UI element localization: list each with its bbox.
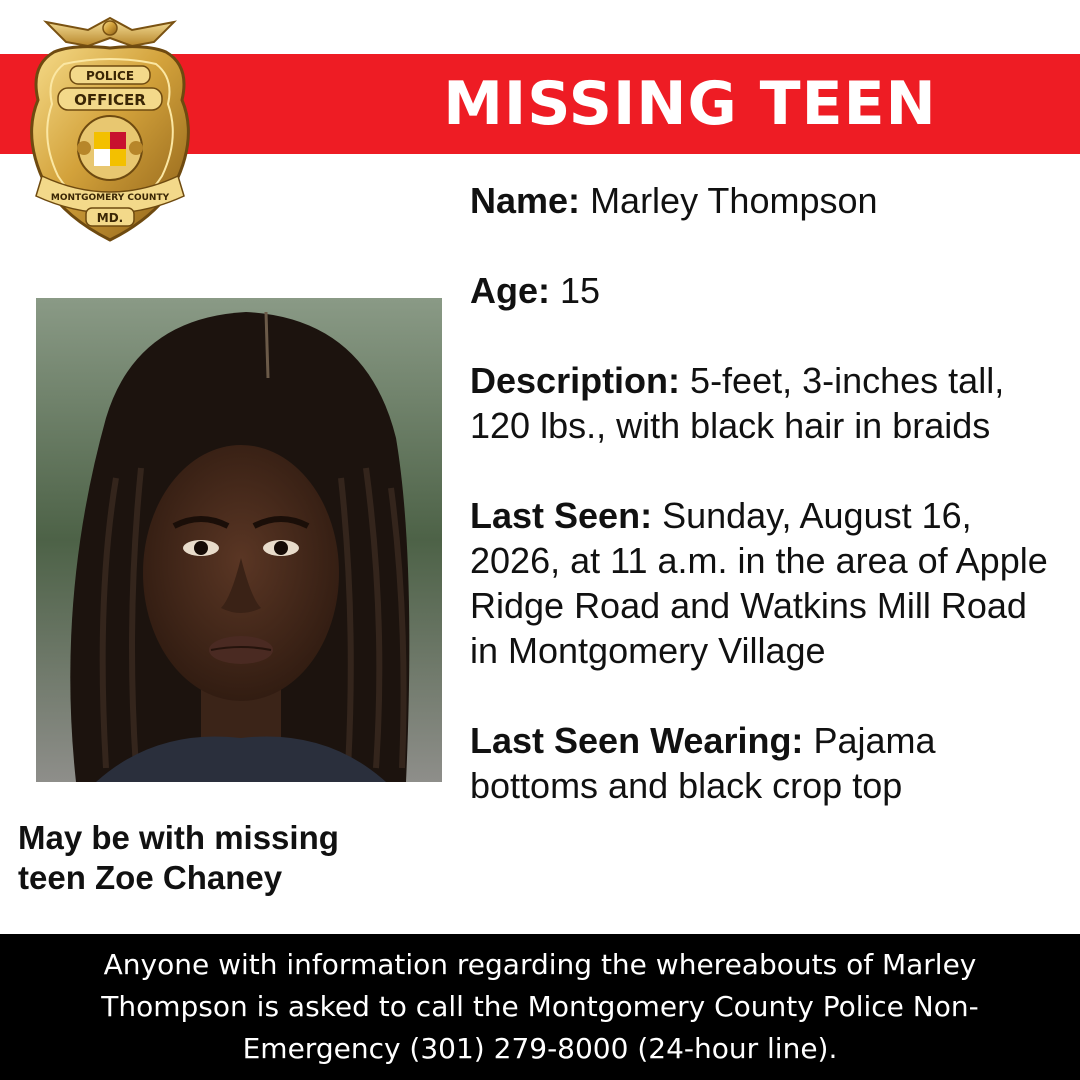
police-badge-icon	[14, 8, 206, 246]
last-seen-label: Last Seen:	[470, 495, 653, 536]
badge-text-mid: OFFICER	[74, 91, 146, 109]
age-label: Age:	[470, 270, 550, 311]
contact-text: Anyone with information regarding the whereabouts of Marley Thompson is asked to call the Montgomery County Police Non-Emergency (301) 279-8000 (24-hour line).	[101, 948, 979, 1065]
name-field	[470, 178, 1060, 223]
description-label: Description:	[470, 360, 681, 401]
wearing-label: Last Seen Wearing:	[470, 720, 804, 761]
last-seen-value: Sunday, August 16, 2026, at 11 a.m. in the area of Apple Ridge Road and Watkins Mill Road in Montgomery Village	[470, 495, 1048, 671]
description-field	[470, 358, 1060, 448]
description-value: 5-feet, 3-inches tall, 120 lbs., with black hair in braids	[470, 360, 1005, 446]
wearing-field	[470, 718, 1060, 808]
last-seen-field	[470, 493, 1060, 673]
missing-person-photo	[36, 298, 442, 782]
name-value: Marley Thompson	[590, 180, 878, 221]
page-title: MISSING TEEN	[443, 69, 937, 139]
badge-text-top: POLICE	[85, 69, 135, 83]
details-panel	[470, 178, 1060, 853]
name-label: Name:	[470, 180, 581, 221]
age-value: 15	[560, 270, 601, 311]
companion-note: May be with missing teen Zoe Chaney	[18, 819, 339, 896]
badge-text-ribbon: MONTGOMERY COUNTY	[50, 193, 170, 203]
age-field	[470, 268, 1060, 313]
contact-footer	[0, 934, 1080, 1080]
badge-text-bottom: MD.	[96, 211, 124, 225]
wearing-value: Pajama bottoms and black crop top	[470, 720, 936, 806]
